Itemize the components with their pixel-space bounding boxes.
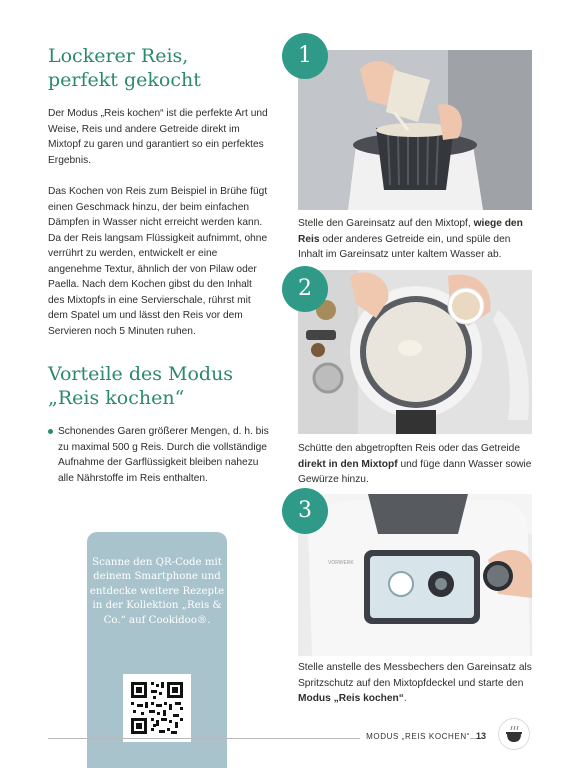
title-line-2: perfekt gekocht: [48, 69, 201, 91]
step-2-badge: 2: [282, 266, 328, 312]
bullet-dot-icon: [48, 429, 53, 434]
step-3-photo: [298, 494, 532, 656]
step-3-badge: 3: [282, 488, 328, 534]
benefit-list-item: [48, 424, 273, 486]
step-2-photo: [298, 270, 532, 434]
qr-instructions: Scanne den QR-Code mit deinem Smartphone und entdecke weitere Rezepte in der Kollektion „Reis & Co.“ auf Cookidoo®.: [89, 557, 225, 626]
intro-paragraph: Der Modus „Reis kochen“ ist die perfekte Art und Weise, Reis und andere Getreide direkt im Mixtopf zu garen und garantiert so ein perfektes Ergebnis.: [48, 108, 268, 166]
title-line-1: Lockerer Reis,: [48, 45, 189, 67]
step-3-caption: Stelle anstelle des Messbechers den Gareinsatz als Spritzschutz auf den Mixtopfdeckel und starte den Modus „Reis kochen“.: [298, 662, 532, 704]
device-brand-label: VORWERK: [328, 560, 354, 566]
cooking-pot-icon: [498, 718, 530, 750]
page-title: [48, 44, 278, 92]
qr-code-icon[interactable]: [123, 674, 191, 742]
body-paragraph: Das Kochen von Reis zum Beispiel in Brühe fügt einen Geschmack hinzu, der beim einfachen Dämpfen in Wasser nicht erreicht werden kann. Da der Reis langsam Flüssigkeit aufnimmt, ohne verrührt zu werden, entwickelt er eine angenehme Textur, ähnlich der von Pilaw oder Paella. Nach dem Kochen gibst du den Inhalt des Mixtopfs in eine Servierschale, rührst mit dem Spatel um und lässt den Reis vor dem Servieren noch 5 Minuten ruhen.: [48, 186, 268, 337]
qr-code-box: [87, 532, 227, 768]
step-2-caption: Schütte den abgetropften Reis oder das Getreide direkt in den Mixtopf und füge dann Wasser sowie Gewürze hinzu.: [298, 443, 532, 485]
step-1-badge: 1: [282, 33, 328, 79]
footer-section-label: MODUS „REIS KOCHEN“: [360, 732, 470, 741]
benefit-text: Schonendes Garen größerer Mengen, d. h. bis zu maximal 500 g Reis. Durch die vollständige Aufnahme der Garflüssigkeit bleiben nahezu alle Nährstoffe im Reis enthalten.: [58, 426, 269, 484]
section-title-line-1: Vorteile des Modus: [48, 363, 234, 385]
step-1-photo: [298, 50, 532, 210]
page-number: 13: [476, 731, 487, 741]
section-title-line-2: „Reis kochen“: [48, 387, 185, 409]
section-title: [48, 362, 268, 410]
step-1-caption: Stelle den Gareinsatz auf den Mixtopf, wiege den Reis oder anderes Getreide ein, und spüle den Inhalt im Gareinsatz unter kaltem Wasser ab.: [298, 218, 523, 260]
